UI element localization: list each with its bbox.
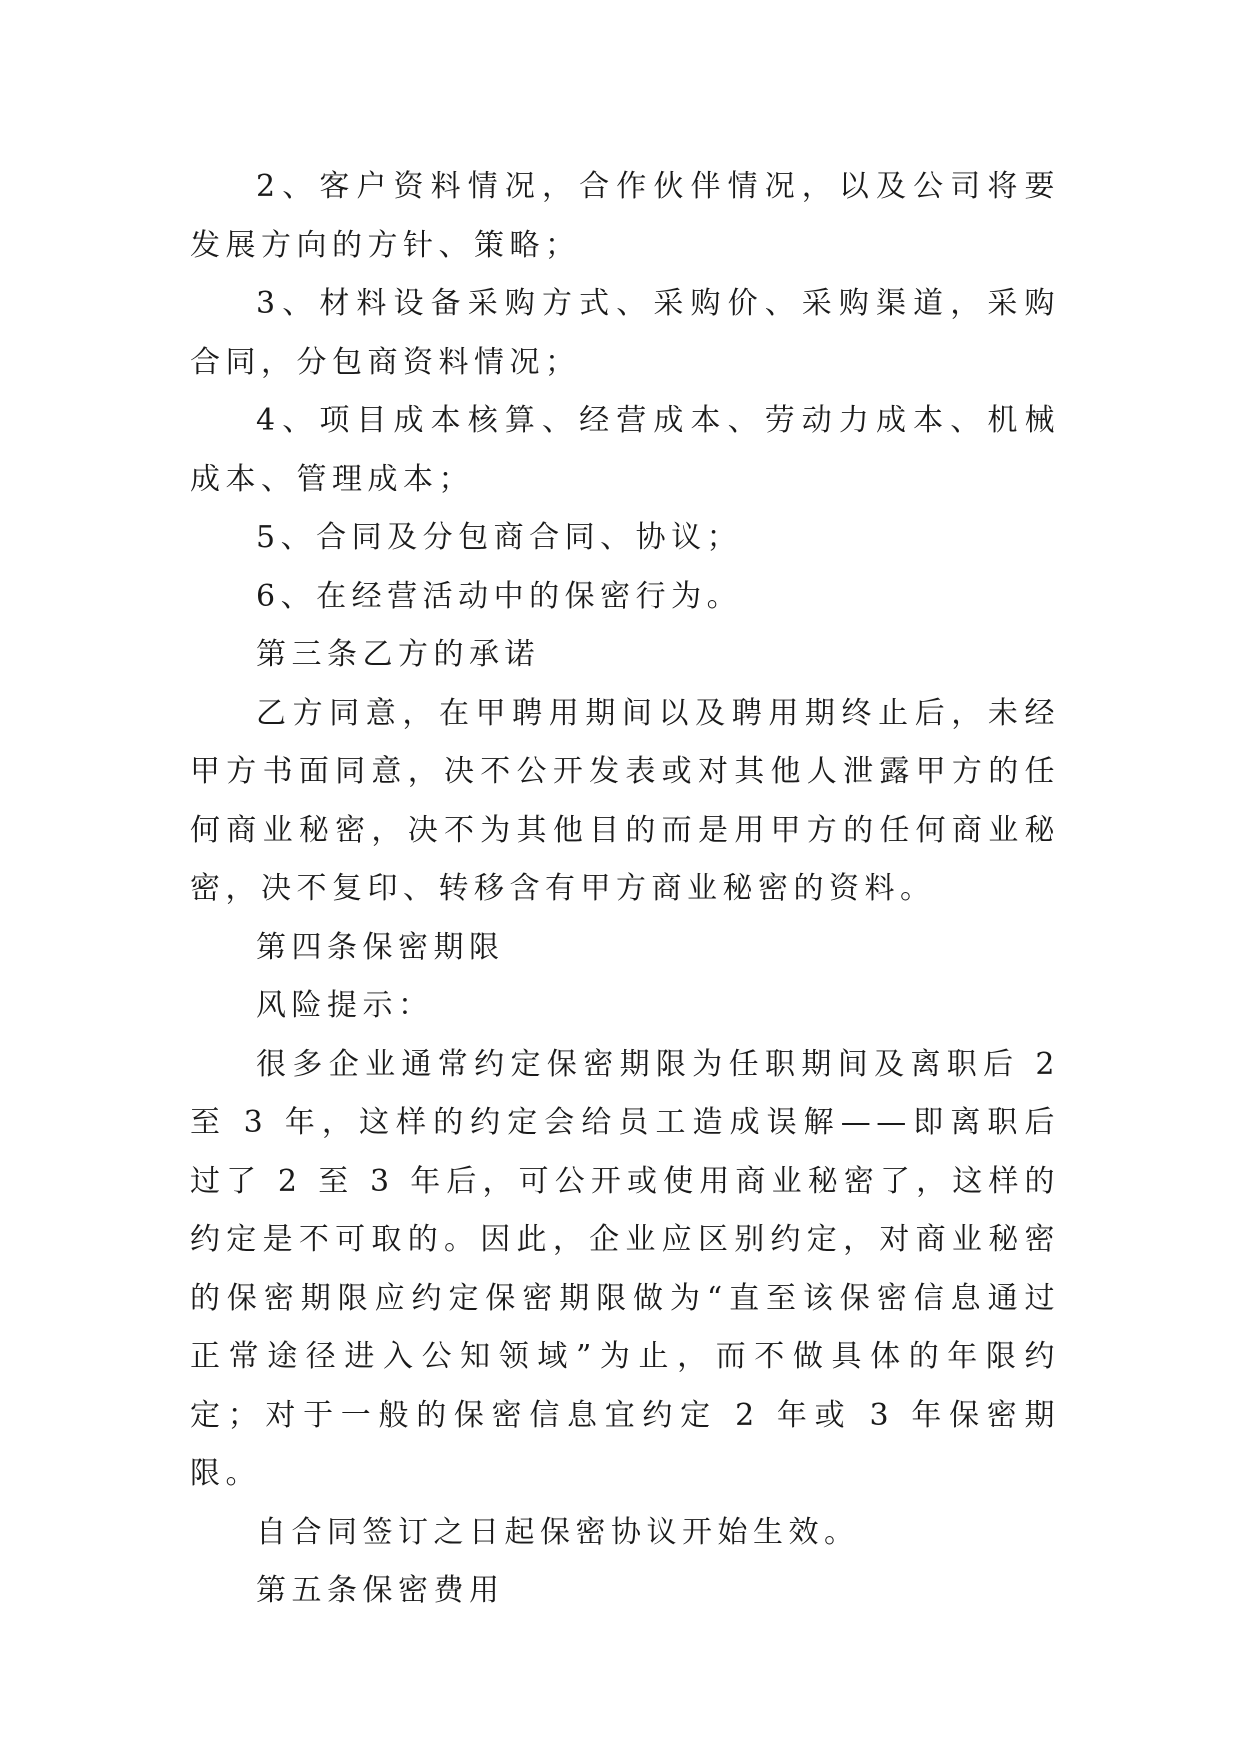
paragraph-risk-notice: 很多企业通常约定保密期限为任职期间及离职后 2 至 3 年，这样的约定会给员工造成误解——即离职后过了 2 至 3 年后，可公开或使用商业秘密了，这样的约定是不可取的。因此，企业应区别约定，对商业秘密的保密期限应约定保密期限做为“直至该保密信息通过正常途径进入公知领域”为止，而不做具体的年限约定；对于一般的保密信息宜约定 2 年或 3 年保密期限。: [190, 1046, 1060, 1491]
paragraph-effective-date: 自合同签订之日起保密协议开始生效。: [256, 1514, 860, 1550]
section-heading-article-4: 第四条保密期限: [256, 929, 505, 965]
section-heading-article-5: 第五条保密费用: [256, 1573, 505, 1608]
paragraph-item-4: 4、项目成本核算、经营成本、劳动力成本、机械成本、管理成本；: [190, 403, 1060, 497]
section-heading-article-3: 第三条乙方的承诺: [256, 637, 540, 672]
paragraph-item-5: 5、合同及分包商合同、协议；: [256, 520, 743, 555]
paragraph-item-2: 2、客户资料情况，合作伙伴情况，以及公司将要发展方向的方针、策略；: [190, 169, 1060, 263]
document-body: [190, 158, 1060, 1621]
risk-notice-label: 风险提示：: [256, 988, 434, 1023]
paragraph-item-6: 6、在经营活动中的保密行为。: [256, 578, 743, 614]
paragraph-party-b-commitment: 乙方同意，在甲聘用期间以及聘用期终止后，未经甲方书面同意，决不公开发表或对其他人泄露甲方的任何商业秘密，决不为其他目的而是用甲方的任何商业秘密，决不复印、转移含有甲方商业秘密的资料。: [190, 695, 1060, 906]
paragraph-item-3: 3、材料设备采购方式、采购价、采购渠道，采购合同，分包商资料情况；: [190, 286, 1060, 380]
